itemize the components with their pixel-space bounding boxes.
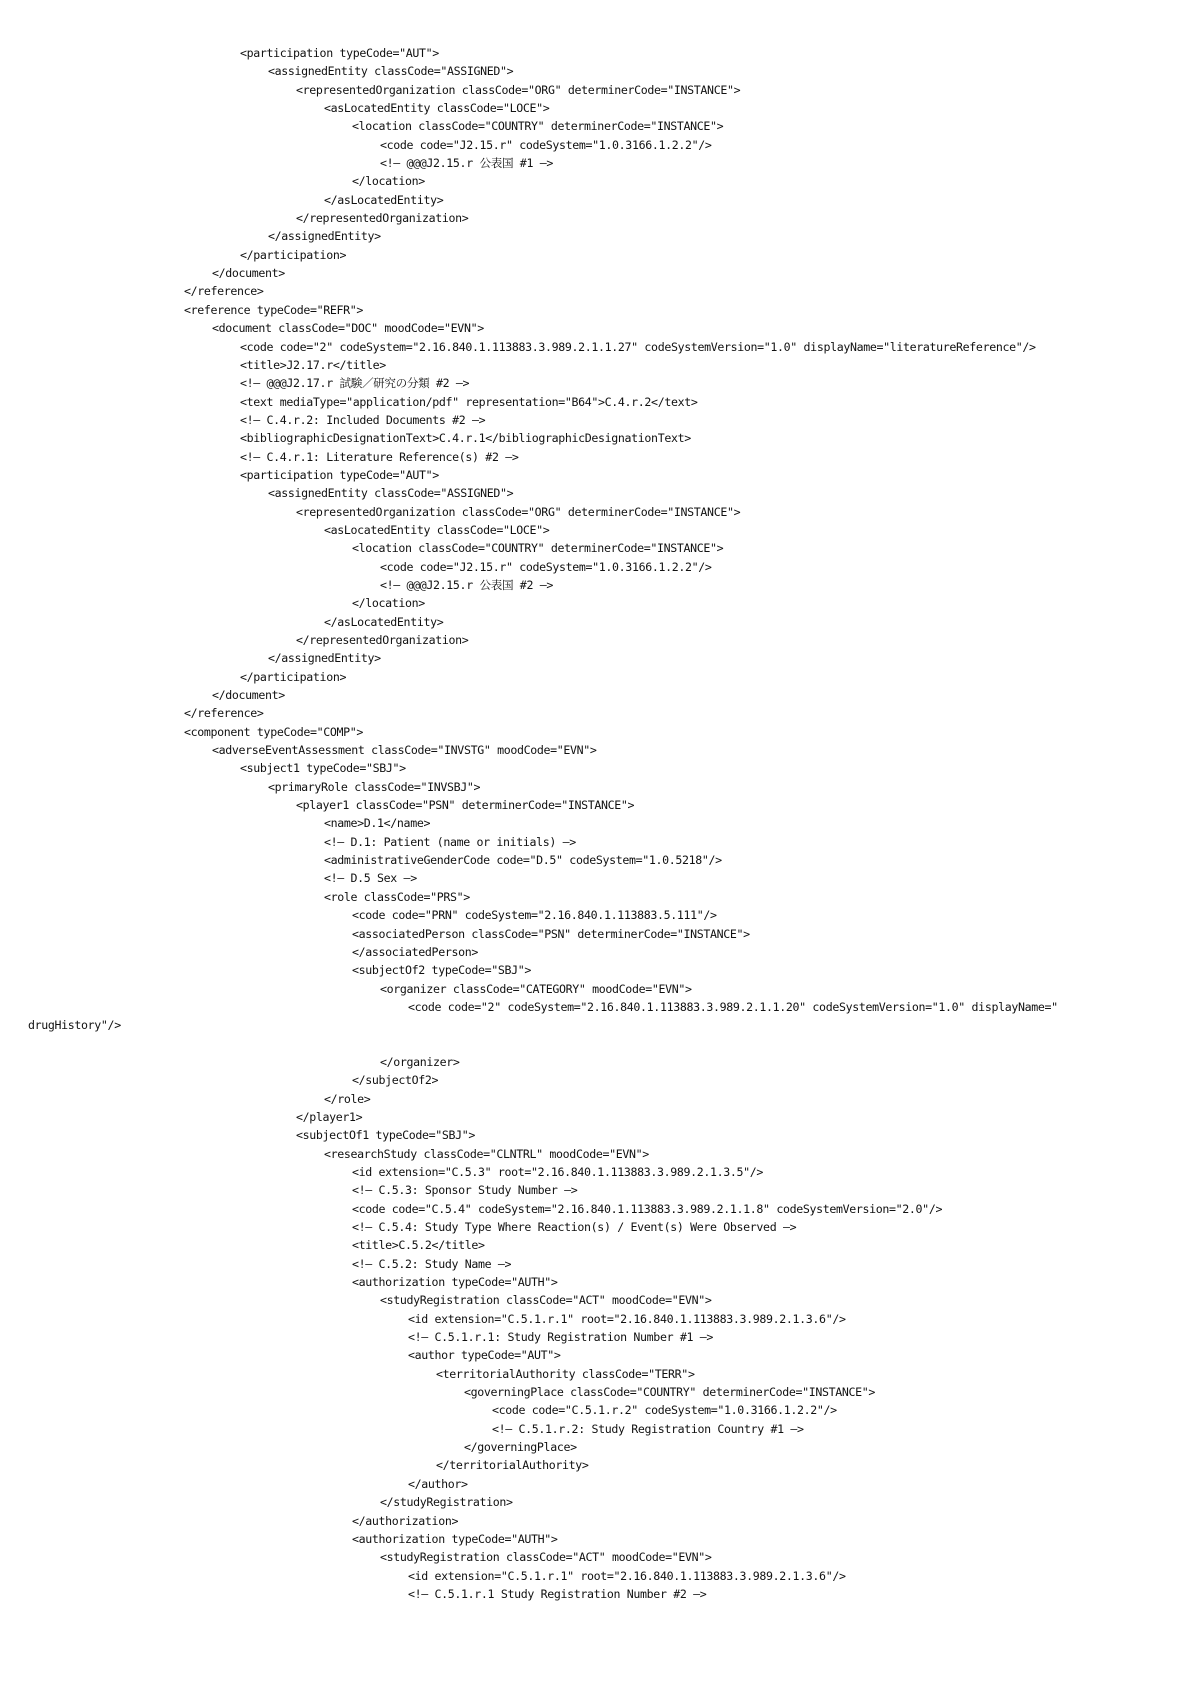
code-line: </participation> [240, 669, 347, 684]
code-line: <adverseEventAssessment classCode="INVSTG" moodCode="EVN"> [212, 743, 597, 758]
code-line: </document> [212, 688, 285, 703]
code-line: <title>C.5.2</title> [352, 1238, 485, 1253]
code-line: <asLocatedEntity classCode="LOCE"> [324, 522, 550, 537]
code-line: <code code="2" codeSystem="2.16.840.1.113883.3.989.2.1.1.20" codeSystemVersion="1.0" displayName=" [408, 999, 1058, 1014]
code-line: <subjectOf2 typeCode="SBJ"> [352, 963, 532, 978]
code-line: </role> [324, 1091, 371, 1106]
code-line: <code code="PRN" codeSystem="2.16.840.1.113883.5.111"/> [352, 908, 717, 923]
code-line: <subjectOf1 typeCode="SBJ"> [296, 1128, 476, 1143]
code-line: <participation typeCode="AUT"> [240, 467, 439, 482]
code-line: <bibliographicDesignationText>C.4.r.1</bibliographicDesignationText> [240, 431, 691, 446]
code-line: <!— @@@J2.15.r 公表国 #2 —> [380, 577, 553, 592]
code-line: <code code="C.5.4" codeSystem="2.16.840.1.113883.3.989.2.1.1.8" codeSystemVersion="2.0"/> [352, 1201, 943, 1216]
code-line: <subject1 typeCode="SBJ"> [240, 761, 406, 776]
code-line: <reference typeCode="REFR"> [184, 302, 364, 317]
code-line: <!— C.5.1.r.1: Study Registration Number #1 —> [408, 1330, 713, 1345]
code-line: <!— C.4.r.2: Included Documents #2 —> [240, 412, 486, 427]
code-line: <!— @@@J2.15.r 公表国 #1 —> [380, 156, 553, 171]
code-line: </territorialAuthority> [436, 1458, 589, 1473]
code-line: <!— C.5.1.r.1 Study Registration Number #2 —> [408, 1586, 707, 1601]
code-line: </assignedEntity> [268, 229, 381, 244]
xml-document [0, 44, 1181, 1603]
code-line: <text mediaType="application/pdf" representation="B64">C.4.r.2</text> [240, 394, 698, 409]
code-line: </document> [212, 266, 285, 281]
code-line: </asLocatedEntity> [324, 192, 444, 207]
code-line: <territorialAuthority classCode="TERR"> [436, 1366, 695, 1381]
code-line: <!— C.4.r.1: Literature Reference(s) #2 —> [240, 449, 519, 464]
code-line: </authorization> [352, 1513, 459, 1528]
code-line: <studyRegistration classCode="ACT" moodCode="EVN"> [380, 1550, 712, 1565]
code-line: <!— C.5.2: Study Name —> [352, 1256, 512, 1271]
code-line: <!— C.5.3: Sponsor Study Number —> [352, 1183, 578, 1198]
code-line: <component typeCode="COMP"> [184, 724, 364, 739]
code-line: <location classCode="COUNTRY" determinerCode="INSTANCE"> [352, 541, 724, 556]
code-line: <!— C.5.4: Study Type Where Reaction(s) / Event(s) Were Observed —> [352, 1220, 797, 1234]
code-line: <studyRegistration classCode="ACT" moodCode="EVN"> [380, 1293, 712, 1308]
code-line: <player1 classCode="PSN" determinerCode="INSTANCE"> [296, 798, 635, 813]
code-line: </assignedEntity> [268, 651, 381, 666]
code-line: <!— C.5.1.r.2: Study Registration Country #1 —> [492, 1421, 804, 1436]
code-line: <id extension="C.5.3" root="2.16.840.1.113883.3.989.2.1.3.5"/> [352, 1164, 764, 1179]
code-line: </reference> [184, 284, 264, 299]
code-line: <author typeCode="AUT"> [408, 1348, 561, 1363]
code-line: <code code="J2.15.r" codeSystem="1.0.3166.1.2.2"/> [380, 559, 712, 574]
code-line: </representedOrganization> [296, 633, 469, 647]
code-line: <associatedPerson classCode="PSN" determinerCode="INSTANCE"> [352, 926, 750, 941]
code-line: <code code="C.5.1.r.2" codeSystem="1.0.3166.1.2.2"/> [492, 1403, 837, 1418]
code-line: </representedOrganization> [296, 211, 469, 226]
code-line: <organizer classCode="CATEGORY" moodCode="EVN"> [380, 981, 692, 996]
code-line [0, 1035, 1181, 1053]
code-line: <administrativeGenderCode code="D.5" codeSystem="1.0.5218"/> [324, 853, 722, 868]
code-line: <representedOrganization classCode="ORG" determinerCode="INSTANCE"> [296, 504, 741, 519]
code-line: drugHistory"/> [28, 1018, 121, 1033]
code-line: <location classCode="COUNTRY" determinerCode="INSTANCE"> [352, 119, 724, 134]
code-line: <document classCode="DOC" moodCode="EVN"> [212, 321, 484, 336]
code-line: <!— D.5 Sex —> [324, 871, 417, 886]
code-line: <participation typeCode="AUT"> [240, 46, 439, 60]
code-line: <governingPlace classCode="COUNTRY" determinerCode="INSTANCE"> [464, 1385, 876, 1400]
code-line: <assignedEntity classCode="ASSIGNED"> [268, 64, 514, 79]
code-line: </organizer> [380, 1054, 460, 1069]
code-line: </studyRegistration> [380, 1495, 513, 1510]
code-line: <!— D.1: Patient (name or initials) —> [324, 834, 576, 849]
code-line: <id extension="C.5.1.r.1" root="2.16.840.1.113883.3.989.2.1.3.6"/> [408, 1311, 846, 1326]
code-line: </asLocatedEntity> [324, 614, 444, 629]
code-line: <code code="2" codeSystem="2.16.840.1.113883.3.989.2.1.1.27" codeSystemVersion="1.0" displayName="literatureReference"/> [240, 339, 1036, 354]
code-line: </player1> [296, 1109, 363, 1124]
code-line: <code code="J2.15.r" codeSystem="1.0.3166.1.2.2"/> [380, 137, 712, 152]
code-line: <authorization typeCode="AUTH"> [352, 1275, 558, 1290]
code-line: <role classCode="PRS"> [324, 889, 470, 904]
code-line: </location> [352, 174, 425, 189]
code-line: <title>J2.17.r</title> [240, 357, 386, 372]
code-line: </associatedPerson> [352, 944, 478, 959]
code-line: <researchStudy classCode="CLNTRL" moodCode="EVN"> [324, 1146, 649, 1161]
code-line: <id extension="C.5.1.r.1" root="2.16.840.1.113883.3.989.2.1.3.6"/> [408, 1568, 846, 1583]
code-line: </author> [408, 1476, 468, 1491]
code-line: <name>D.1</name> [324, 816, 431, 831]
code-line: </subjectOf2> [352, 1073, 439, 1088]
code-line: </reference> [184, 706, 264, 721]
code-line: </location> [352, 596, 425, 611]
code-line: <!— @@@J2.17.r 試験／研究の分類 #2 —> [240, 376, 470, 391]
code-line: <representedOrganization classCode="ORG" determinerCode="INSTANCE"> [296, 82, 741, 97]
code-line: <asLocatedEntity classCode="LOCE"> [324, 101, 550, 116]
code-line: <primaryRole classCode="INVSBJ"> [268, 779, 481, 794]
code-line: <authorization typeCode="AUTH"> [352, 1531, 558, 1546]
code-line: </participation> [240, 247, 347, 262]
code-line: </governingPlace> [464, 1440, 577, 1455]
code-line: <assignedEntity classCode="ASSIGNED"> [268, 486, 514, 501]
